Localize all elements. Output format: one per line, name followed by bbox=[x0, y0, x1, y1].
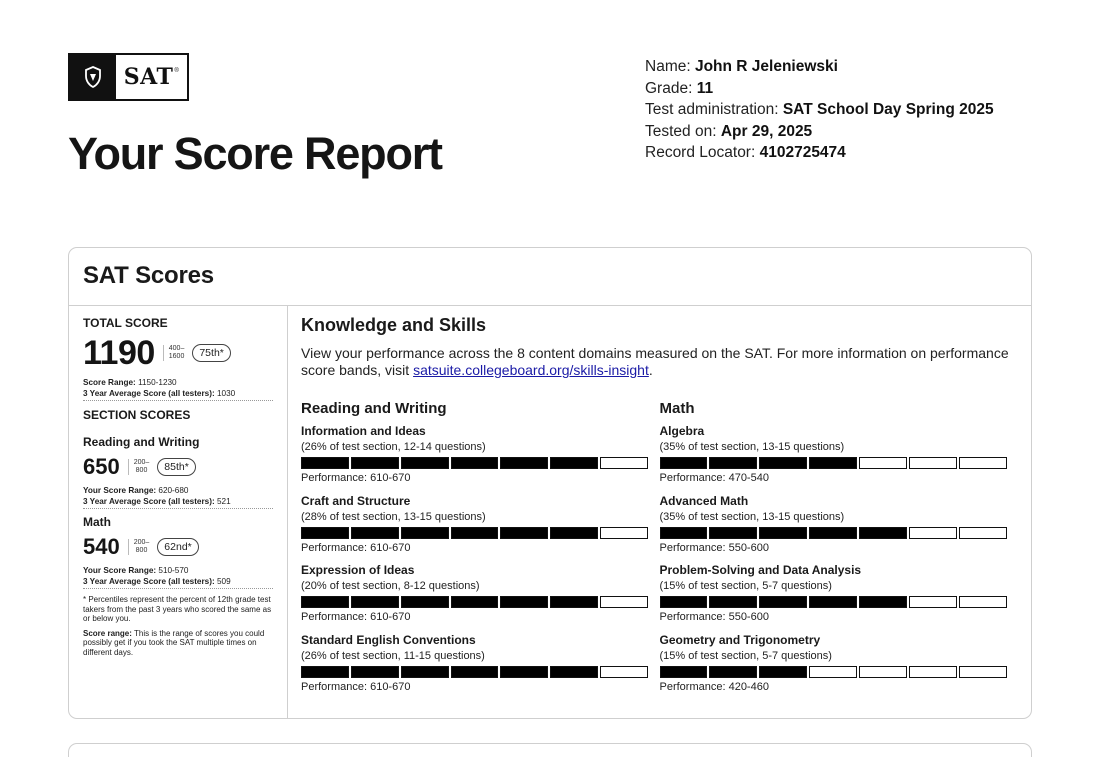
domain-name: Problem-Solving and Data Analysis bbox=[659, 563, 862, 577]
rw-domains-heading: Reading and Writing bbox=[301, 400, 447, 417]
bar-segment-filled bbox=[660, 666, 708, 678]
rw-score-heading: Reading and Writing bbox=[83, 435, 200, 449]
bar-segment-empty bbox=[600, 527, 648, 539]
domain-performance: Performance: 550-600 bbox=[659, 541, 769, 554]
math-domains-column bbox=[660, 400, 1019, 702]
score-range-note: Score range: This is the range of scores you could possibly get if you took the SAT multiple times on different days. bbox=[83, 628, 265, 657]
bar-segment-filled bbox=[451, 596, 499, 608]
domain-performance: Performance: 470-540 bbox=[659, 472, 769, 484]
domain-weight: (26% of test section, 11-15 questions) bbox=[301, 649, 485, 662]
performance-bar bbox=[660, 457, 1007, 469]
domain-name: Standard English Conventions bbox=[301, 632, 476, 647]
math-score-row bbox=[83, 535, 273, 559]
domain-name: Expression of Ideas bbox=[301, 563, 415, 577]
domain-item bbox=[660, 424, 1019, 494]
performance-bar bbox=[660, 596, 1007, 608]
domain-performance: Performance: 420-460 bbox=[659, 680, 769, 693]
total-score-range: Score Range: 1150-1230 bbox=[83, 378, 177, 387]
page-title: Your Score Report bbox=[68, 128, 442, 179]
bar-segment-filled bbox=[451, 527, 499, 539]
tested-on: Tested on: Apr 29, 2025 bbox=[645, 122, 813, 140]
bar-segment-empty bbox=[909, 666, 957, 678]
bar-segment-filled bbox=[301, 457, 349, 469]
bar-segment-filled bbox=[550, 666, 598, 678]
bar-segment-empty bbox=[959, 457, 1007, 469]
bar-segment-filled bbox=[500, 527, 548, 539]
domain-item bbox=[301, 563, 660, 633]
divider bbox=[83, 588, 273, 589]
score-summary bbox=[69, 306, 288, 718]
rw-score-row bbox=[83, 455, 273, 479]
bar-segment-filled bbox=[759, 527, 807, 539]
math-percentile-badge: 62nd* bbox=[157, 538, 198, 556]
bar-segment-empty bbox=[600, 457, 648, 469]
bar-segment-filled bbox=[809, 457, 857, 469]
skills-insight-link[interactable]: satsuite.collegeboard.org/skills-insight bbox=[413, 362, 649, 378]
bar-segment-filled bbox=[401, 596, 449, 608]
rw-percentile-badge: 85th* bbox=[157, 458, 196, 476]
bar-segment-empty bbox=[959, 666, 1007, 678]
bar-segment-filled bbox=[401, 527, 449, 539]
domain-weight: (15% of test section, 5-7 questions) bbox=[659, 580, 832, 592]
bar-segment-filled bbox=[401, 457, 449, 469]
math-score-average: 3 Year Average Score (all testers): 509 bbox=[83, 577, 231, 586]
student-info bbox=[645, 56, 994, 164]
domain-item bbox=[660, 563, 1019, 633]
domain-performance: Performance: 550-600 bbox=[659, 611, 769, 623]
bar-segment-filled bbox=[550, 527, 598, 539]
section-scores-heading: SECTION SCORES bbox=[83, 408, 191, 422]
performance-bar bbox=[660, 527, 1007, 539]
bar-segment-filled bbox=[301, 527, 349, 539]
bar-segment-empty bbox=[909, 457, 957, 469]
bar-segment-filled bbox=[301, 596, 349, 608]
bar-segment-empty bbox=[959, 527, 1007, 539]
bar-segment-empty bbox=[909, 527, 957, 539]
bar-segment-filled bbox=[550, 596, 598, 608]
record-locator: Record Locator: 4102725474 bbox=[645, 144, 846, 161]
rw-score-range: Your Score Range: 620-680 bbox=[83, 486, 189, 495]
bar-segment-filled bbox=[301, 666, 349, 678]
bar-segment-filled bbox=[500, 596, 548, 608]
domain-item bbox=[301, 494, 660, 564]
next-section-card bbox=[68, 743, 1032, 757]
divider bbox=[83, 400, 273, 401]
domain-weight: (26% of test section, 12-14 questions) bbox=[301, 441, 486, 453]
domain-weight: (35% of test section, 13-15 questions) bbox=[659, 441, 845, 453]
bar-segment-filled bbox=[759, 596, 807, 608]
bar-segment-filled bbox=[451, 457, 499, 469]
math-score-scale: 200– 800 bbox=[128, 539, 150, 555]
total-percentile-badge: 75th* bbox=[192, 344, 231, 362]
domain-performance: Performance: 610-670 bbox=[301, 680, 411, 693]
rw-score-value: 650 bbox=[83, 454, 120, 479]
bar-segment-filled bbox=[660, 527, 708, 539]
performance-bar bbox=[301, 527, 648, 539]
domain-performance: Performance: 610-670 bbox=[301, 472, 411, 484]
domain-name: Advanced Math bbox=[659, 493, 749, 508]
domains-grid bbox=[301, 400, 1018, 702]
bar-segment-filled bbox=[709, 666, 757, 678]
domain-performance: Performance: 610-670 bbox=[301, 541, 411, 554]
bar-segment-filled bbox=[859, 527, 907, 539]
bar-segment-empty bbox=[959, 596, 1007, 608]
rw-score-average: 3 Year Average Score (all testers): 521 bbox=[83, 497, 231, 506]
logo-wordmark: SAT ® bbox=[123, 64, 180, 90]
domain-item bbox=[301, 633, 660, 703]
card-title: SAT Scores bbox=[83, 262, 214, 289]
divider bbox=[83, 508, 273, 509]
shield-icon bbox=[70, 55, 116, 99]
performance-bar bbox=[301, 596, 648, 608]
bar-segment-filled bbox=[351, 596, 399, 608]
bar-segment-filled bbox=[660, 596, 708, 608]
total-score-average: 3 Year Average Score (all testers): 1030 bbox=[83, 389, 236, 398]
performance-bar bbox=[660, 666, 1007, 678]
sat-scores-card bbox=[68, 247, 1032, 719]
bar-segment-filled bbox=[451, 666, 499, 678]
math-score-range: Your Score Range: 510-570 bbox=[83, 566, 189, 575]
domain-performance: Performance: 610-670 bbox=[301, 611, 411, 623]
domain-weight: (28% of test section, 13-15 questions) bbox=[301, 510, 486, 523]
bar-segment-filled bbox=[351, 527, 399, 539]
domain-item bbox=[301, 424, 660, 494]
knowledge-skills-panel bbox=[288, 306, 1031, 718]
student-name: Name: John R Jeleniewski bbox=[645, 58, 838, 75]
domain-item bbox=[660, 494, 1019, 564]
math-score-value: 540 bbox=[83, 534, 120, 559]
domain-name: Algebra bbox=[659, 424, 705, 438]
knowledge-skills-title: Knowledge and Skills bbox=[301, 315, 487, 335]
math-score-heading: Math bbox=[83, 515, 111, 529]
domain-name: Geometry and Trigonometry bbox=[659, 632, 821, 647]
test-administration: Test administration: SAT School Day Spring 2025 bbox=[645, 101, 994, 118]
bar-segment-filled bbox=[500, 666, 548, 678]
domain-weight: (15% of test section, 5-7 questions) bbox=[659, 649, 832, 662]
knowledge-skills-description: View your performance across the 8 content domains measured on the SAT. For more information on performance score bands, visit satsuite.collegeboard.org/skills-insight. bbox=[301, 345, 1009, 378]
performance-bar bbox=[301, 457, 648, 469]
total-score-row bbox=[83, 336, 273, 370]
sat-logo bbox=[68, 53, 189, 101]
bar-segment-empty bbox=[859, 457, 907, 469]
card-header bbox=[69, 248, 1031, 306]
rw-domains-column bbox=[301, 400, 660, 702]
bar-segment-empty bbox=[600, 596, 648, 608]
student-grade: Grade: 11 bbox=[645, 79, 714, 97]
bar-segment-filled bbox=[500, 457, 548, 469]
bar-segment-empty bbox=[600, 666, 648, 678]
bar-segment-empty bbox=[809, 666, 857, 678]
performance-bar bbox=[301, 666, 648, 678]
bar-segment-empty bbox=[909, 596, 957, 608]
bar-segment-filled bbox=[809, 527, 857, 539]
domain-name: Information and Ideas bbox=[301, 424, 426, 438]
bar-segment-filled bbox=[759, 666, 807, 678]
bar-segment-filled bbox=[351, 666, 399, 678]
rw-score-scale: 200– 800 bbox=[128, 459, 150, 475]
total-score-value: 1190 bbox=[83, 334, 155, 372]
domain-item bbox=[660, 633, 1019, 703]
bar-segment-filled bbox=[351, 457, 399, 469]
bar-segment-empty bbox=[859, 666, 907, 678]
domain-name: Craft and Structure bbox=[301, 493, 411, 508]
bar-segment-filled bbox=[660, 457, 708, 469]
domain-weight: (20% of test section, 8-12 questions) bbox=[301, 580, 480, 592]
bar-segment-filled bbox=[550, 457, 598, 469]
math-domains-heading: Math bbox=[659, 400, 695, 417]
bar-segment-filled bbox=[709, 457, 757, 469]
total-score-scale: 400– 1600 bbox=[163, 345, 185, 361]
bar-segment-filled bbox=[709, 527, 757, 539]
bar-segment-filled bbox=[859, 596, 907, 608]
bar-segment-filled bbox=[401, 666, 449, 678]
total-score-heading: TOTAL SCORE bbox=[83, 316, 168, 330]
bar-segment-filled bbox=[709, 596, 757, 608]
percentile-note: * Percentiles represent the percent of 12th grade test takers from the past 3 years who scored the same as or below you. bbox=[83, 595, 272, 624]
bar-segment-filled bbox=[759, 457, 807, 469]
domain-weight: (35% of test section, 13-15 questions) bbox=[659, 510, 845, 523]
bar-segment-filled bbox=[809, 596, 857, 608]
